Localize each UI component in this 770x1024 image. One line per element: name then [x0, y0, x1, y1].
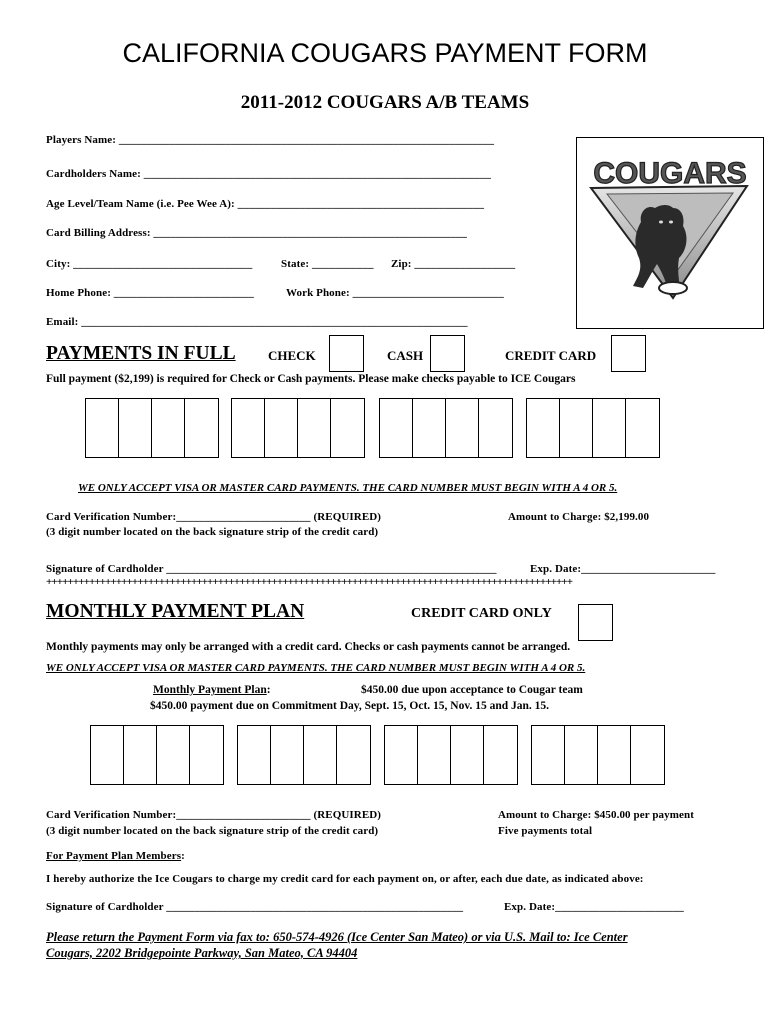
- card-digit-box[interactable]: [418, 726, 451, 784]
- full-exp-date-field[interactable]: Exp. Date:________________________: [530, 563, 716, 575]
- plan-line-1: $450.00 due upon acceptance to Cougar team: [361, 684, 583, 696]
- card-digit-box[interactable]: [385, 726, 418, 784]
- monthly-plan-label-wrap: [153, 684, 271, 696]
- monthly-card-group-2[interactable]: [237, 725, 371, 785]
- monthly-plan-label: Monthly Payment Plan: [153, 684, 267, 696]
- card-digit-box[interactable]: [124, 726, 157, 784]
- card-digit-box[interactable]: [479, 399, 512, 457]
- card-digit-box[interactable]: [157, 726, 190, 784]
- cardholders-name-field[interactable]: Cardholders Name: ______________________________________________________________: [46, 168, 491, 180]
- card-digit-box[interactable]: [86, 399, 119, 457]
- card-digit-box[interactable]: [337, 726, 370, 784]
- card-digit-box[interactable]: [185, 399, 218, 457]
- full-card-note: WE ONLY ACCEPT VISA OR MASTER CARD PAYMENTS. THE CARD NUMBER MUST BEGIN WITH A 4 OR 5.: [78, 482, 618, 494]
- zip-field[interactable]: Zip: __________________: [391, 258, 516, 270]
- card-number-group-3[interactable]: [379, 398, 513, 458]
- card-digit-box[interactable]: [565, 726, 598, 784]
- card-digit-box[interactable]: [304, 726, 337, 784]
- credit-card-checkbox[interactable]: [611, 335, 646, 372]
- card-digit-box[interactable]: [598, 726, 631, 784]
- monthly-cvv-hint: (3 digit number located on the back signature strip of the credit card): [46, 825, 379, 837]
- credit-card-label: CREDIT CARD: [505, 348, 597, 363]
- monthly-card-note: WE ONLY ACCEPT VISA OR MASTER CARD PAYMENTS. THE CARD NUMBER MUST BEGIN WITH A 4 OR 5.: [46, 662, 586, 674]
- card-digit-box[interactable]: [631, 726, 664, 784]
- card-digit-box[interactable]: [91, 726, 124, 784]
- card-digit-box[interactable]: [380, 399, 413, 457]
- authorization-text: I hereby authorize the Ice Cougars to charge my credit card for each payment on, or after, each due date, as indicated above:: [46, 873, 644, 885]
- members-colon: :: [181, 850, 185, 862]
- card-digit-box[interactable]: [413, 399, 446, 457]
- monthly-card-group-1[interactable]: [90, 725, 224, 785]
- billing-address-field[interactable]: Card Billing Address: ________________________________________________________: [46, 227, 468, 239]
- monthly-cvv-field[interactable]: Card Verification Number:________________________ (REQUIRED): [46, 809, 382, 821]
- monthly-amount-to-charge: Amount to Charge: $450.00 per payment: [498, 809, 694, 821]
- full-amount-to-charge: Amount to Charge: $2,199.00: [508, 511, 650, 523]
- monthly-plan-heading: MONTHLY PAYMENT PLAN: [46, 601, 305, 622]
- email-field[interactable]: Email: _____________________________________________________________________: [46, 316, 468, 328]
- card-digit-box[interactable]: [484, 726, 517, 784]
- full-cvv-hint: (3 digit number located on the back signature strip of the credit card): [46, 526, 379, 538]
- players-name-field[interactable]: Players Name: ___________________________________________________________________: [46, 134, 495, 146]
- card-digit-box[interactable]: [527, 399, 560, 457]
- card-digit-box[interactable]: [238, 726, 271, 784]
- return-instructions-line-2: Cougars, 2202 Bridgepointe Parkway, San Mateo, CA 94404: [46, 946, 358, 960]
- members-label-wrap: [46, 850, 185, 862]
- card-digit-box[interactable]: [232, 399, 265, 457]
- cash-label: CASH: [387, 348, 424, 363]
- card-digit-box[interactable]: [331, 399, 364, 457]
- home-phone-field[interactable]: Home Phone: _________________________: [46, 287, 254, 299]
- card-digit-box[interactable]: [265, 399, 298, 457]
- cougar-logo-icon: [577, 138, 763, 328]
- card-number-group-2[interactable]: [231, 398, 365, 458]
- card-digit-box[interactable]: [152, 399, 185, 457]
- monthly-exp-date-field[interactable]: Exp. Date:_______________________: [504, 901, 684, 913]
- card-digit-box[interactable]: [626, 399, 659, 457]
- monthly-card-group-4[interactable]: [531, 725, 665, 785]
- payments-total: Five payments total: [498, 825, 593, 837]
- card-digit-box[interactable]: [451, 726, 484, 784]
- card-digit-box[interactable]: [119, 399, 152, 457]
- monthly-signature-field[interactable]: Signature of Cardholder _____________________________________________________: [46, 901, 464, 913]
- city-field[interactable]: City: ________________________________: [46, 258, 253, 270]
- cash-checkbox[interactable]: [430, 335, 465, 372]
- card-digit-box[interactable]: [298, 399, 331, 457]
- monthly-info: Monthly payments may only be arranged with a credit card. Checks or cash payments cannot be arranged.: [46, 641, 571, 653]
- card-digit-box[interactable]: [560, 399, 593, 457]
- card-digit-box[interactable]: [271, 726, 304, 784]
- check-checkbox[interactable]: [329, 335, 364, 372]
- card-digit-box[interactable]: [446, 399, 479, 457]
- plan-line-2: $450.00 payment due on Commitment Day, Sept. 15, Oct. 15, Nov. 15 and Jan. 15.: [150, 700, 550, 712]
- page-title: CALIFORNIA COUGARS PAYMENT FORM: [122, 38, 648, 68]
- cougars-logo: [576, 137, 764, 329]
- card-number-group-1[interactable]: [85, 398, 219, 458]
- card-digit-box[interactable]: [190, 726, 223, 784]
- card-number-group-4[interactable]: [526, 398, 660, 458]
- monthly-credit-checkbox[interactable]: [578, 604, 613, 641]
- card-digit-box[interactable]: [593, 399, 626, 457]
- state-field[interactable]: State: ___________: [281, 258, 374, 270]
- work-phone-field[interactable]: Work Phone: ___________________________: [286, 287, 504, 299]
- page-subtitle: 2011-2012 COUGARS A/B TEAMS: [240, 92, 530, 113]
- members-label: For Payment Plan Members: [46, 850, 182, 862]
- full-signature-field[interactable]: Signature of Cardholder ___________________________________________________________: [46, 563, 497, 575]
- credit-card-only-label: CREDIT CARD ONLY: [411, 606, 552, 621]
- check-label: CHECK: [268, 348, 316, 363]
- full-cvv-field[interactable]: Card Verification Number:________________________ (REQUIRED): [46, 511, 382, 523]
- logo-text: COUGARS: [593, 157, 747, 190]
- section-separator: ++++++++++++++++++++++++++++++++++++++++++++++++++++++++++++++++++++++++++++++++++++++++++++++++++: [46, 576, 573, 588]
- age-level-field[interactable]: Age Level/Team Name (i.e. Pee Wee A): ____________________________________________: [46, 198, 485, 210]
- return-instructions-line-1: Please return the Payment Form via fax to: 650-574-4926 (Ice Center San Mateo) or via U.S. Mail to: Ice Center: [46, 930, 628, 944]
- full-payment-info: Full payment ($2,199) is required for Check or Cash payments. Please make checks payable to ICE Cougars: [46, 373, 576, 385]
- payments-in-full-heading: PAYMENTS IN FULL: [46, 343, 236, 364]
- monthly-card-group-3[interactable]: [384, 725, 518, 785]
- monthly-plan-colon: :: [266, 684, 271, 696]
- card-digit-box[interactable]: [532, 726, 565, 784]
